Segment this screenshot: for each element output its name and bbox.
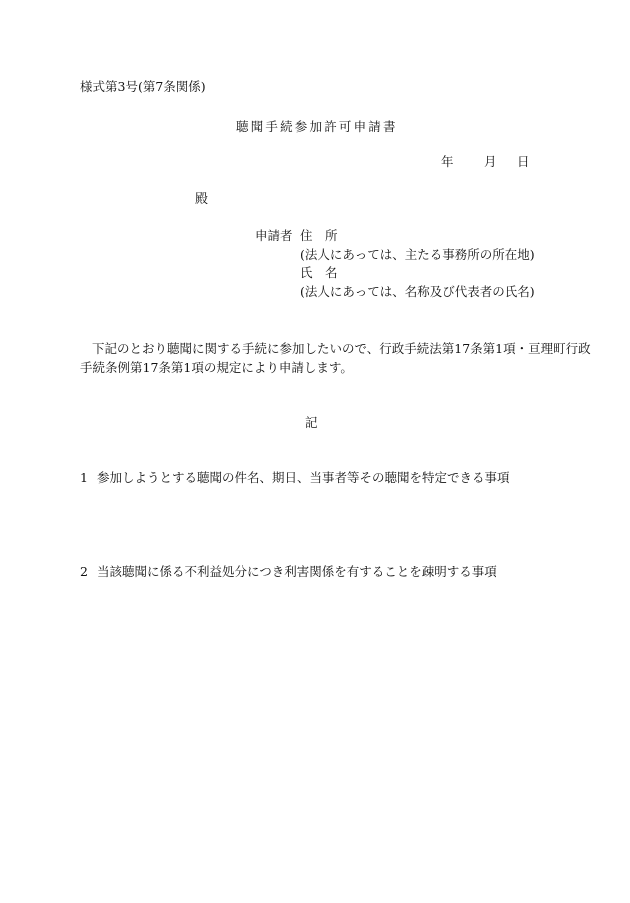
body-text-line-1: 下記のとおり聴聞に関する手続に参加したいので、行政手続法第17条第1項・亘理町行政 (92, 341, 591, 356)
name-note: (法人にあっては、名称及び代表者の氏名) (300, 284, 535, 299)
date-day-label: 日 (517, 154, 530, 169)
list-item (80, 472, 510, 485)
item-number: 1 (80, 470, 88, 485)
form-number: 様式第3号(第7条関係) (80, 79, 206, 94)
date-year-label: 年 (441, 154, 454, 169)
date-month-label: 月 (484, 154, 497, 169)
address-note: (法人にあっては、主たる事務所の所在地) (300, 247, 535, 262)
ki-heading: 記 (305, 415, 318, 430)
item-number: 2 (80, 564, 88, 579)
list-item (80, 566, 497, 579)
date-line (441, 156, 530, 169)
body-text-line-2: 手続条例第17条第1項の規定により申請します。 (80, 360, 353, 375)
document-title: 聴聞手続参加許可申請書 (236, 119, 398, 134)
name-label: 氏 名 (300, 265, 338, 280)
item-text: 当該聴聞に係る不利益処分につき利害関係を有することを疎明する事項 (97, 564, 497, 579)
item-text: 参加しようとする聴聞の件名、期日、当事者等その聴聞を特定できる事項 (97, 470, 510, 485)
addressee-honorific: 殿 (195, 192, 209, 207)
applicant-label: 申請者 (255, 228, 293, 243)
address-label: 住 所 (300, 228, 338, 243)
